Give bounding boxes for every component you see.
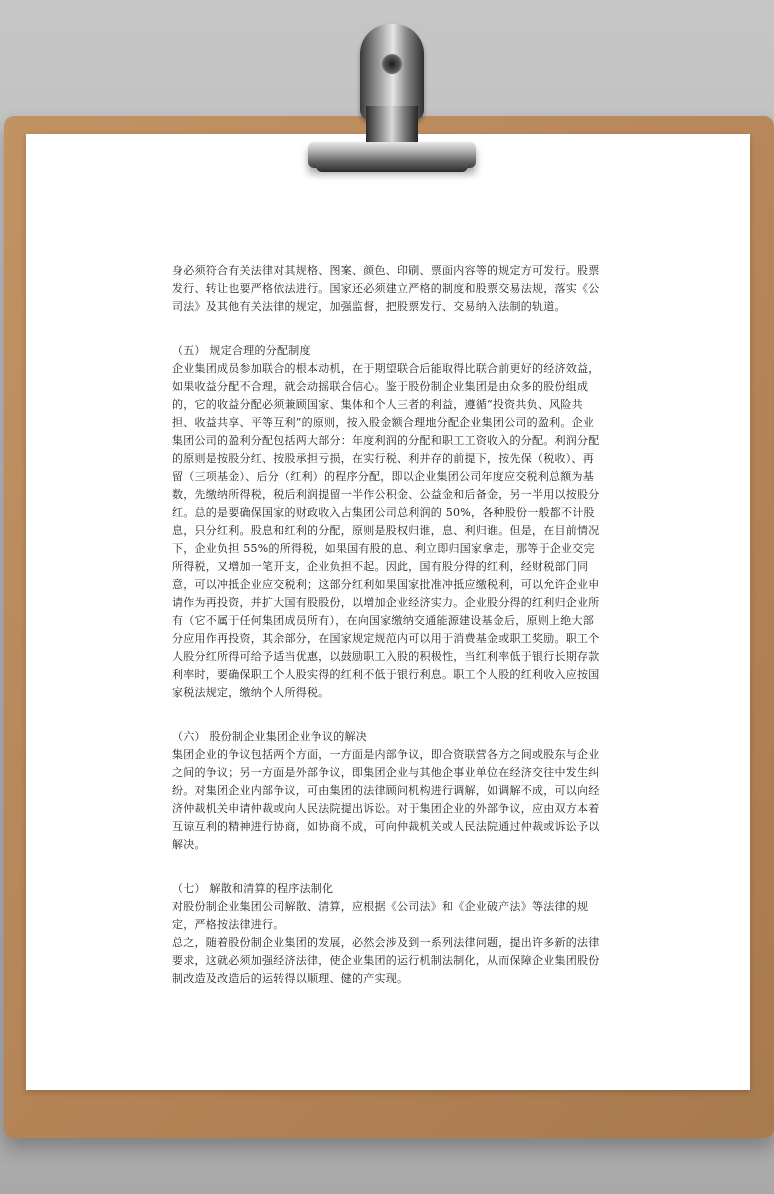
section-body: 集团企业的争议包括两个方面，一方面是内部争议，即合资联营各方之间或股东与企业之间的争议；另一方面是外部争议，即集团企业与其他企事业单位在经济交往中发生纠纷。对集团企业内部争议，可由集团的法律顾问机构进行调解，如调解不成，可以向经济仲裁机关申请仲裁或向人民法院提出诉讼。对于集团企业的外部争议，应由双方本着互谅互利的精神进行协商，如协商不成，可向仲裁机关或人民法院通过仲裁或诉讼予以解决。 xyxy=(172,748,600,851)
section-title: （六） 股份制企业集团企业争议的解决 xyxy=(172,730,367,743)
binder-clip-icon xyxy=(308,24,476,184)
section-7 xyxy=(172,880,604,934)
section-title: （五） 规定合理的分配制度 xyxy=(172,344,311,357)
section-body: 企业集团成员参加联合的根本动机，在于期望联合后能取得比联合前更好的经济效益，如果收益分配不合理，就会动摇联合信心。鉴于股份制企业集团是由众多的股份组成的，它的收益分配必须兼顾国家、集体和个人三者的利益，遵循“投资共负、风险共担、收益共享、平等互利”的原则，按入股金额合理地分配企业集团公司的盈利。企业集团公司的盈利分配包括两大部分：年度利润的分配和职工工资收入的分配。利润分配的原则是按股分红、按股承担亏损，在实行税、利并存的前提下，按先保（税收）、再留（三项基金）、后分（红利）的程序分配，即以企业集团公司年度应交税利总额为基数，先缴纳所得税，税后利润提留一半作公积金、公益金和后备金，另一半用以按股分红。总的是要确保国家的财政收入占集团公司总利润的 50%，各种股份一般都不计股息，只分红利。股息和红利的分配，原则是股权归谁，息、利归谁。但是，在目前情况下，企业负担 55%的所得税，如果国有股的息、利立即归国家拿走，那等于企业交完所得税，又增加一笔开支，企业负担不起。因此，国有股分得的红利，经财税部门同意，可以冲抵企业应交税利；这部分红利如果国家批准冲抵应缴税利，可以允许企业申请作为再投资，并扩大国有股股份，以增加企业经济实力。企业股分得的红利归企业所有（它不属于任何集团成员所有），在向国家缴纳交通能源建设基金后，原则上绝大部分应用作再投资，其余部分，在国家规定规范内可以用于消费基金或职工奖励。职工个人股分红所得可给予适当优惠，以鼓励职工入股的积极性，当红利率低于银行长期存款利率时，要确保职工个人股实得的红利不低于银行利息。职工个人股的红利收入应按国家税法规定，缴纳个人所得税。 xyxy=(172,362,600,699)
section-6 xyxy=(172,728,604,854)
clip-hole xyxy=(382,54,402,74)
section-body: 对股份制企业集团公司解散、清算，应根据《公司法》和《企业破产法》等法律的规定，严格按法律进行。 xyxy=(172,900,589,931)
closing-paragraph: 总之，随着股份制企业集团的发展，必然会涉及到一系列法律问题，提出许多新的法律要求，这就必须加强经济法律，使企业集团的运行机制法制化，从而保障企业集团股份制改造及改造后的运转得以顺理、健的产实现。 xyxy=(172,936,600,985)
document-content xyxy=(172,262,604,988)
section-title: （七） 解散和清算的程序法制化 xyxy=(172,882,334,895)
section-5 xyxy=(172,342,604,702)
clip-lip xyxy=(316,164,468,172)
intro-paragraph: 身必须符合有关法律对其规格、图案、颜色、印刷、票面内容等的规定方可发行。股票发行、转让也要严格依法进行。国家还必须建立严格的制度和股票交易法规，落实《公司法》及其他有关法律的规定，加强监督，把股票发行、交易纳入法制的轨道。 xyxy=(172,264,600,313)
